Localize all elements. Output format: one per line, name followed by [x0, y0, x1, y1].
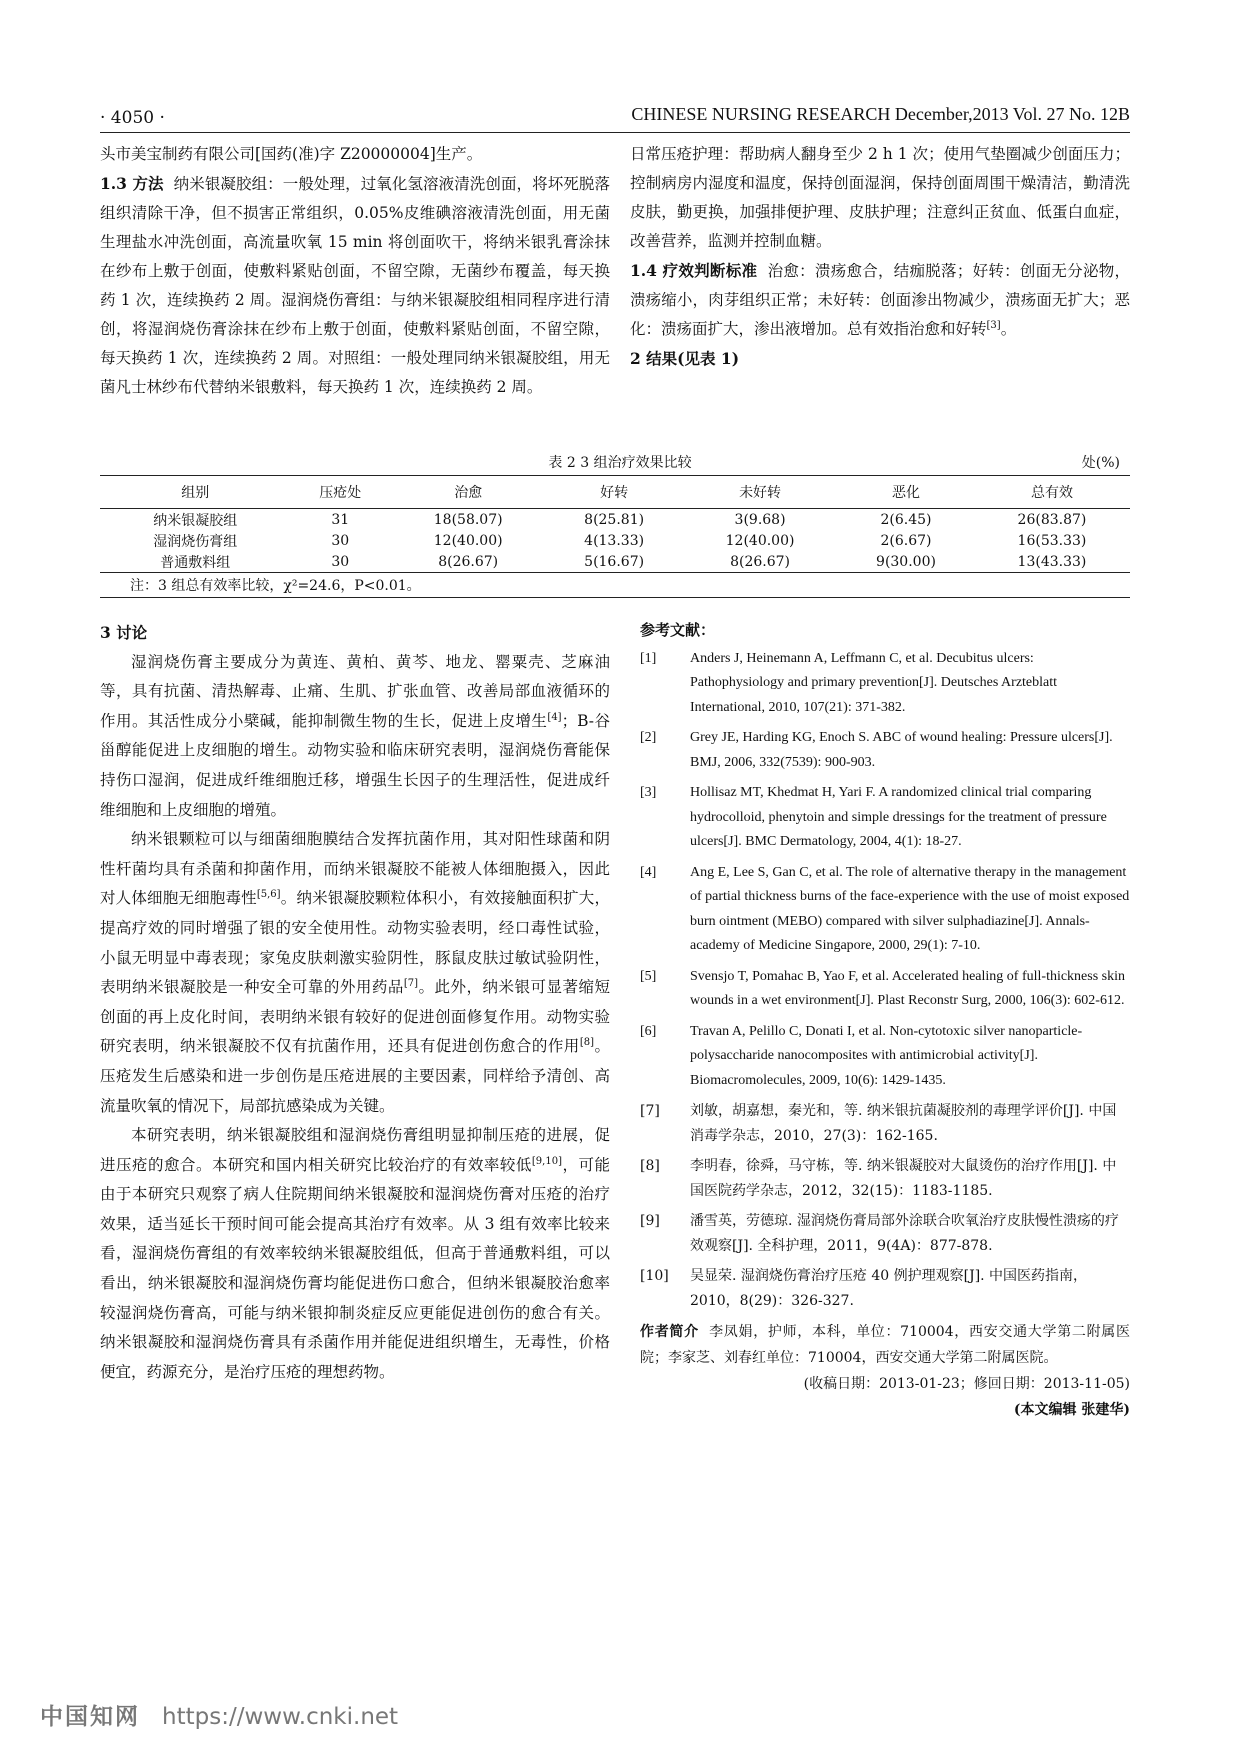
- reference-item: [640, 726, 1130, 775]
- column-header: 治愈: [390, 476, 546, 509]
- cnki-watermark: [40, 1698, 398, 1731]
- table-cell: 16(53.33): [1017, 532, 1087, 549]
- table-unit: 处(%): [1081, 455, 1120, 471]
- column-header: 恶化: [838, 476, 974, 509]
- reference-number: [2]: [640, 730, 657, 745]
- reference-text: 李明春，徐舜，马守栋，等. 纳米银凝胶对大鼠烫伤的治疗作用[J]. 中国医院药学杂志，2012，32(15)：1183-1185.: [690, 1158, 1117, 1199]
- table-cell: 9(30.00): [838, 551, 974, 573]
- reference-number: [1]: [640, 650, 657, 666]
- citation: [3]: [986, 319, 1001, 331]
- reference-item: [640, 647, 1130, 721]
- reference-text: Svensjo T, Pomahac B, Yao F, et al. Accelerated healing of full-thickness skin wounds in a wet environment[J]. Plast Reconstr Surg, 2000, 106(3): 602-612.: [690, 968, 1126, 1008]
- table-cell: 8(25.81): [584, 511, 645, 528]
- paragraph-text: ；B-谷甾醇能促进上皮细胞的增生。动物实验和临床研究表明，湿润烧伤膏能保持伤口湿润，促进成纤维细胞迁移，增强生长因子的生理活性，促进成纤维细胞和上皮细胞的增殖。: [100, 711, 610, 819]
- reference-text: 吴显荣. 湿润烧伤膏治疗压疮 40 例护理观察[J]. 中国医药指南，2010，8(29)：326-327.: [690, 1268, 1088, 1309]
- paragraph-text: 。压疮发生后感染和进一步创伤是压疮进展的主要因素，同样给予清创、高流量吹氧的情况下，局部抗感染成为关键。: [100, 1037, 610, 1115]
- reference-number: [8]: [640, 1158, 660, 1174]
- section-heading: 3 讨论: [100, 623, 148, 642]
- reference-text: Hollisaz MT, Khedmat H, Yari F. A randomized clinical trial comparing hydrocolloid, phenytoin and simple dressings for the treatment of pressure ulcers[J]. BMC Dermatology, 2004, 4(1): 18-27.: [690, 785, 1107, 849]
- reference-number: [5]: [640, 968, 657, 984]
- cnki-url[interactable]: https://www.cnki.net: [162, 1704, 399, 1730]
- editor-credit: (本文编辑 张建华): [1013, 1402, 1130, 1418]
- results-table: [100, 475, 1130, 598]
- paragraph: [100, 1121, 610, 1387]
- table-cell: 普通敷料组: [100, 551, 290, 573]
- table-cell: 2(6.67): [880, 532, 932, 549]
- table-title: 表 2 3 组治疗效果比较: [548, 455, 692, 471]
- paragraph: 头市美宝制药有限公司[国药(准)字 Z20000004]生产。: [100, 145, 483, 163]
- column-header: 压疮处: [290, 476, 390, 509]
- table-cell: 12(40.00): [433, 532, 503, 549]
- paragraph-text: 。: [1000, 320, 1017, 338]
- column-header: 总有效: [974, 476, 1130, 509]
- paragraph-text: 本研究表明，纳米银凝胶组和湿润烧伤膏组明显抑制压疮的进展，促进压疮的愈合。本研究和国内相关研究比较治疗的有效率较低: [100, 1126, 610, 1174]
- section-heading: 2 结果(见表 1): [630, 349, 740, 368]
- table-cell: 31: [331, 511, 350, 528]
- reference-item: [640, 1209, 1130, 1258]
- table-row: [100, 509, 1130, 531]
- table-cell: 8(26.67): [390, 551, 546, 573]
- table-cell: 13(43.33): [974, 551, 1130, 573]
- table-cell: 30: [290, 551, 390, 573]
- paragraph-methods: [100, 169, 610, 402]
- reference-item: [640, 1020, 1130, 1094]
- reference-number: [10]: [640, 1268, 669, 1284]
- table-cell: 5(16.67): [546, 551, 682, 573]
- reference-number: [7]: [640, 1103, 660, 1119]
- table-note-row: [100, 573, 1130, 598]
- table-row: [100, 551, 1130, 573]
- table-row: [100, 530, 1130, 551]
- received-dates: (收稿日期：2013-01-23；修回日期：2013-11-05): [803, 1376, 1130, 1392]
- paragraph-text: 。此外，纳米银可显著缩短创面的再上皮化时间，表明纳米银有较好的促进创面修复作用。动物实验研究表明，纳米银凝胶不仅有抗菌作用，还具有促进创伤愈合的作用: [100, 978, 610, 1056]
- page-number: · 4050 ·: [100, 108, 165, 128]
- reference-item: [640, 781, 1130, 855]
- table-cell: 26(83.87): [1017, 511, 1087, 528]
- paragraph: [100, 825, 610, 1121]
- author-label: 作者简介: [640, 1324, 699, 1340]
- table-header-row: [100, 476, 1130, 509]
- column-header: 好转: [546, 476, 682, 509]
- discussion-column: [100, 618, 610, 1387]
- right-column-top: [630, 140, 1130, 373]
- paragraph-text: 治愈：溃疡愈合，结痂脱落；好转：创面无分泌物，溃疡缩小，肉芽组织正常；未好转：创面渗出物减少，溃疡面无扩大；恶化：溃疡面扩大，渗出液增加。总有效指治愈和好转: [630, 262, 1130, 338]
- table-cell: 湿润烧伤膏组: [153, 533, 238, 550]
- citation: [8]: [579, 1037, 594, 1049]
- reference-number: [6]: [640, 1023, 657, 1039]
- reference-number: [9]: [640, 1213, 660, 1229]
- table-cell: 30: [331, 532, 350, 549]
- paragraph-text: ，可能由于本研究只观察了病人住院期间纳米银凝胶和湿润烧伤膏对压疮的治疗效果，适当延长干预时间可能会提高其治疗有效率。从 3 组有效率比较来看，湿润烧伤膏组的有效率较纳米银凝胶组低，但高于普通敷料组，可以看出，纳米银凝胶和湿润烧伤膏均能促进伤口愈合，但纳米银凝胶治愈率较湿润烧伤膏高，可能与纳米银抑制炎症反应更能促进创伤的愈合有关。纳米银凝胶和湿润烧伤膏具有杀菌作用并能促进组织增生，无毒性，价格便宜，药源充分，是治疗压疮的理想药物。: [100, 1155, 610, 1381]
- reference-number: [3]: [640, 785, 657, 800]
- references-heading: 参考文献：: [640, 621, 716, 639]
- reference-text: 刘敏，胡嘉想，秦光和，等. 纳米银抗菌凝胶剂的毒理学评价[J]. 中国消毒学杂志，2010，27(3)：162-165.: [690, 1103, 1117, 1144]
- citation: [9,10]: [531, 1155, 562, 1167]
- header-rule: [100, 132, 1130, 133]
- section-label: 1.4 疗效判断标准: [630, 261, 758, 280]
- column-header: 组别: [100, 476, 290, 509]
- section-label: 1.3 方法: [100, 174, 164, 193]
- reference-item: [640, 861, 1130, 959]
- table-cell: 18(58.07): [433, 511, 503, 528]
- table-cell: 8(26.67): [682, 551, 838, 573]
- reference-item: [640, 1099, 1130, 1148]
- paragraph: 日常压疮护理：帮助病人翻身至少 2 h 1 次；使用气垫圈减少创面压力；控制病房内湿度和温度，保持创面湿润，保持创面周围干燥清洁，勤清洗皮肤，勤更换，加强排便护理、皮肤护理；注意纠正贫血、低蛋白血症，改善营养，监测并控制血糖。: [630, 145, 1130, 250]
- paragraph-criteria: [630, 256, 1130, 344]
- table-cell: 3(9.68): [734, 511, 786, 528]
- references-column: [640, 618, 1130, 1423]
- reference-item: [640, 1154, 1130, 1203]
- table-cell: 纳米银凝胶组: [153, 512, 238, 529]
- table-note: 注：3 组总有效率比较，χ²=24.6，P<0.01。: [100, 573, 1130, 598]
- reference-text: Travan A, Pelillo C, Donati I, et al. Non-cytotoxic silver nanoparticle-polysaccharide nanocomposites with antimicrobial activity[J]. Biomacromolecules, 2009, 10(6): 1429-1435.: [690, 1023, 1083, 1088]
- cnki-brand: 中国知网: [40, 1704, 140, 1730]
- left-column-top: [100, 140, 610, 402]
- table-cell: 4(13.33): [584, 532, 645, 549]
- citation: [7]: [403, 977, 419, 989]
- reference-number: [4]: [640, 864, 657, 880]
- paragraph-text: 。纳米银凝胶颗粒体积小，有效接触面积扩大，提高疗效的同时增强了银的安全使用性。动物实验表明，经口毒性试验，小鼠无明显中毒表现；家兔皮肤刺激实验阴性，豚鼠皮肤过敏试验阴性，表明纳米银凝胶是一种安全可靠的外用药品: [100, 889, 610, 997]
- table-cell: 2(6.45): [880, 511, 932, 528]
- paragraph-text: 湿润烧伤膏主要成分为黄连、黄柏、黄芩、地龙、罂粟壳、芝麻油等，具有抗菌、清热解毒、止痛、生肌、扩张血管、改善局部血液循环的作用。其活性成分小檗碱，能抑制微生物的生长，促进上皮增生: [100, 652, 610, 730]
- paragraph: [100, 648, 610, 826]
- reference-text: Anders J, Heinemann A, Leffmann C, et al. Decubitus ulcers: Pathophysiology and primary prevention[J]. Deutsches Arzteblatt International, 2010, 107(21): 371-382.: [690, 650, 1058, 715]
- column-header: 未好转: [682, 476, 838, 509]
- reference-item: [640, 965, 1130, 1014]
- citation: [4]: [547, 711, 562, 723]
- author-info: [640, 1319, 1130, 1371]
- reference-text: 潘雪英，劳德琼. 湿润烧伤膏局部外涂联合吹氧治疗皮肤慢性溃疡的疗效观察[J]. 全科护理，2011，9(4A)：877-878.: [690, 1213, 1119, 1254]
- reference-item: [640, 1264, 1130, 1313]
- journal-running-head: CHINESE NURSING RESEARCH December,2013 Vol. 27 No. 12B: [631, 104, 1130, 124]
- author-text: 李凤娟，护师，本科，单位：710004，西安交通大学第二附属医院；李家芝、刘春红单位：710004，西安交通大学第二附属医院。: [640, 1324, 1130, 1366]
- reference-text: Ang E, Lee S, Gan C, et al. The role of alternative therapy in the management of partial thickness burns of the face-experience with the use of moist exposed burn ointment (MEBO) compared with silver sulphadiazine[J]. Annals-academy of Medicine Singapore, 2000, 29(1): 7-10.: [690, 864, 1130, 953]
- paragraph-text: 纳米银颗粒可以与细菌细胞膜结合发挥抗菌作用，其对阳性球菌和阴性杆菌均具有杀菌和抑菌作用，而纳米银凝胶不能被人体细胞摄入，因此对人体细胞无细胞毒性: [100, 830, 610, 908]
- paragraph-text: 纳米银凝胶组：一般处理，过氧化氢溶液清洗创面，将坏死脱落组织清除干净，但不损害正常组织，0.05%皮维碘溶液清洗创面，用无菌生理盐水冲洗创面，高流量吹氧 15 min 将创面吹干，将纳米银乳膏涂抹在纱布上敷于创面，使敷料紧贴创面，不留空隙，无菌纱布覆盖，每天换药 1 次，连续换药 2 周。湿润烧伤膏组：与纳米银凝胶组相同程序进行清创，将湿润烧伤膏涂抹在纱布上敷于创面，使敷料紧贴创面，不留空隙，每天换药 1 次，连续换药 2 周。对照组：一般处理同纳米银凝胶组，用无菌凡士林纱布代替纳米银敷料，每天换药 1 次，连续换药 2 周。: [100, 175, 610, 396]
- table-cell: 12(40.00): [725, 532, 795, 549]
- reference-text: Grey JE, Harding KG, Enoch S. ABC of wound healing: Pressure ulcers[J]. BMJ, 2006, 332(7539): 900-903.: [690, 730, 1113, 770]
- citation: [5,6]: [256, 889, 281, 901]
